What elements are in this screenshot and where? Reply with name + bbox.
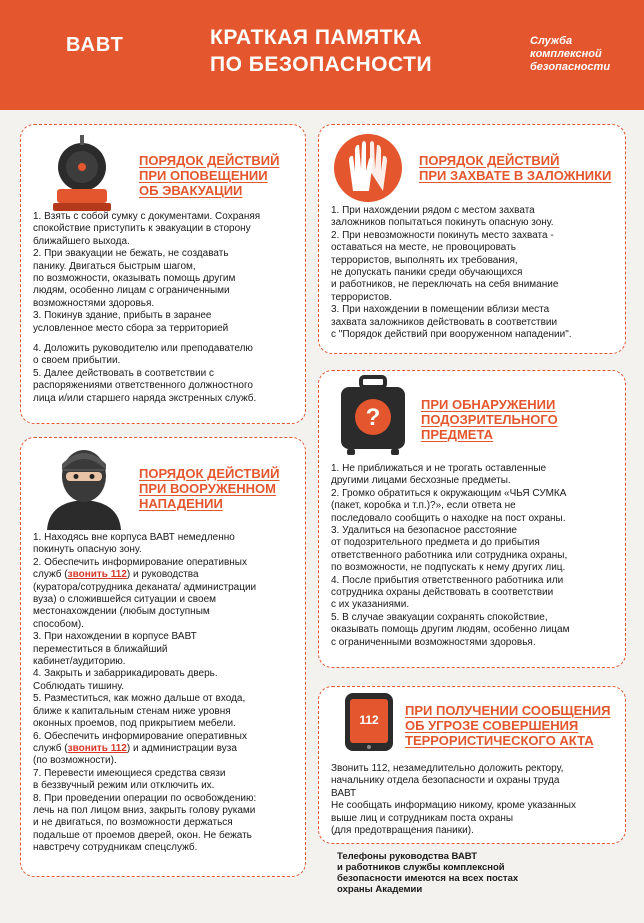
armed-attack-step-5: 5. Разместиться, как можно дальше от входа, ближе к капитальным стенам ниже уровня оконных проемов, под прикрытием мебели. (33, 693, 246, 730)
suspicious-heading-line-2: ПОДОЗРИТЕЛЬНОГО (421, 412, 558, 427)
suitcase-question-icon (333, 373, 413, 457)
threat-heading-line-3: ТЕРРОРИСТИЧЕСКОГО АКТА (405, 733, 594, 748)
evacuation-step-4: 4. Доложить руководителю или преподавателю о своем прибытии. (33, 343, 253, 367)
armed-attack-card (20, 437, 306, 877)
threat-heading-line-1: ПРИ ПОЛУЧЕНИИ СООБЩЕНИЯ (405, 703, 611, 718)
call-112-link-2: звонить 112 (67, 742, 127, 754)
suspicious-heading (421, 397, 558, 442)
service-line-3: безопасности (530, 61, 611, 73)
hostage-heading-line-2: ПРИ ЗАХВАТЕ В ЗАЛОЖНИКИ (419, 168, 612, 183)
armed-attack-heading-line-2: ПРИ ВООРУЖЕННОМ (139, 481, 276, 496)
threat-step-2: Не сообщать информацию никому, кроме указанных выше лиц и сотрудникам поста охраны (для предотвращения паники). (331, 800, 576, 837)
suspicious-step-2: 2. Громко обратиться к окружающим «ЧЬЯ СУМКА (пакет, коробка и т.п.)?», если ответа не последовало сообщить о находке на пост охраны. (331, 487, 567, 524)
footer-note (337, 851, 518, 895)
armed-attack-heading (139, 466, 279, 511)
armed-attack-body (33, 532, 305, 855)
hostage-heading-line-1: ПОРЯДОК ДЕЙСТВИЙ (419, 153, 560, 168)
armed-attack-step-4: 4. Закрыть и забаррикадировать дверь. Соблюдать тишину. (33, 668, 218, 692)
hostage-card (318, 124, 626, 354)
svg-text:?: ? (365, 404, 381, 431)
suspicious-step-4: 4. После прибытия ответственного работника или сотрудника охраны действовать в соответствии с их указаниями. (331, 574, 564, 611)
armed-attack-heading-line-3: НАПАДЕНИИ (139, 496, 223, 511)
armed-attack-step-6 (33, 731, 305, 768)
raised-hands-icon (331, 131, 405, 205)
masked-attacker-icon (39, 442, 129, 532)
suspicious-step-1: 1. Не приближаться и не трогать оставленные другими лицами бесхозные предметы. (331, 463, 547, 487)
evacuation-step-2: 2. При эвакуации не бежать, не создавать панику. Двигаться быстрым шагом, по возможности, оказывать помощь другим людям, особенно лицам с ограниченными возможностями здоровья. (33, 248, 236, 309)
phone-112-label: 112 (359, 713, 379, 727)
armed-attack-step-1: 1. Находясь вне корпуса ВАВТ немедленно покинуть опасную зону. (33, 532, 235, 556)
hostage-step-3: 3. При нахождении в помещении вблизи места захвата заложников действовать в соответствии с "Порядок действий при вооруженном нападении". (331, 304, 572, 341)
evacuation-step-1: 1. Взять с собой сумку с документами. Сохраняя спокойствие приступить к эвакуации в сторону ближайшего выхода. (33, 211, 261, 247)
armed-attack-step-3: 3. При нахождении в корпусе ВАВТ переместиться в ближайший кабинет/аудиторию. (33, 631, 197, 668)
suspicious-step-5: 5. В случае эвакуации сохранять спокойствие, оказывать помощь другим людям, особенно лицам с ограниченными возможностями здоровья. (331, 611, 570, 648)
suspicious-body (331, 463, 623, 649)
evacuation-heading-line-1: ПОРЯДОК ДЕЙСТВИЙ (139, 153, 280, 168)
threat-heading (405, 703, 610, 748)
alarm-bell-icon (37, 133, 123, 219)
evacuation-card (20, 124, 306, 424)
armed-attack-heading-line-1: ПОРЯДОК ДЕЙСТВИЙ (139, 466, 280, 481)
armed-attack-step-2 (33, 557, 305, 631)
header-banner (0, 0, 644, 110)
service-line-2: комплексной (530, 48, 602, 60)
evacuation-step-3: 3. Покинув здание, прибыть в заранее условленное место сбора за территорией (33, 310, 229, 334)
suspicious-object-card (318, 370, 626, 668)
service-name (530, 35, 610, 74)
armed-attack-step-8: 8. При проведении операции по освобождению: лечь на пол лицом вниз, закрыть голову руками и не двигаться, по возможности держаться подальше от проемов дверей, окон. Не бежать навстречу сотрудникам спецслужб. (33, 792, 257, 854)
armed-attack-step-2-start: 2. Обеспечить информирование оперативных служб ( (33, 556, 247, 581)
armed-attack-step-2-end: ) и руководства (куратора/сотрудника деканата/ администрации вуза) о сложившейся ситуации и своем местонахождении (любым доступным способом). (33, 569, 257, 630)
hostage-step-2: 2. При невозможности покинуть место захвата - оставаться на месте, не провоцировать террористов, выполнять их требования, не допускать паники среди обучающихся и работников, не переключать на себя внимание террористов. (331, 229, 559, 303)
evacuation-heading (139, 153, 279, 198)
footer-note-text: Телефоны руководства ВАВТ и работников службы комплексной безопасности имеются на всех постах охраны Академии (337, 851, 519, 895)
title-line-1: КРАТКАЯ ПАМЯТКА (210, 26, 422, 49)
evacuation-body (33, 211, 301, 405)
suspicious-heading-line-3: ПРЕДМЕТА (421, 427, 493, 442)
armed-attack-step-6-start: 6. Обеспечить информирование оперативных служб ( (33, 730, 247, 754)
page-title (210, 24, 432, 78)
threat-body (331, 763, 623, 837)
threat-heading-line-2: ОБ УГРОЗЕ СОВЕРШЕНИЯ (405, 718, 579, 733)
brand-logo: ВАВТ (66, 34, 124, 56)
title-line-2: ПО БЕЗОПАСНОСТИ (210, 53, 433, 76)
service-line-1: Служба (530, 35, 573, 47)
armed-attack-step-6-end: ) и администрации вуза (по возможности). (33, 742, 237, 767)
evacuation-heading-line-3: ОБ ЭВАКУАЦИИ (139, 183, 243, 198)
suspicious-heading-line-1: ПРИ ОБНАРУЖЕНИИ (421, 397, 556, 412)
suspicious-step-3: 3. Удалиться на безопасное расстояние от подозрительного предмета и до прибытия ответственного работника или сотрудника охраны, по возможности, не подпускать к нему других лиц. (331, 525, 568, 574)
armed-attack-step-7: 7. Перевести имеющиеся средства связи в беззвучный режим или отключить их. (33, 767, 226, 792)
hostage-body (331, 205, 621, 341)
evacuation-heading-line-2: ПРИ ОПОВЕЩЕНИИ (139, 168, 268, 183)
evacuation-step-5: 5. Далее действовать в соответствии с распоряжениями ответственного должностного лица и/или старшего наряда экстренных служб. (33, 367, 257, 404)
hostage-heading (419, 153, 611, 183)
threat-step-1: Звонить 112, незамедлительно доложить ректору, начальнику отдела безопасности и охраны труда ВАВТ (331, 763, 564, 799)
threat-message-card (318, 686, 626, 844)
call-112-link: звонить 112 (67, 569, 127, 581)
hostage-step-1: 1. При нахождении рядом с местом захвата заложников попытаться покинуть опасную зону. (331, 205, 554, 229)
